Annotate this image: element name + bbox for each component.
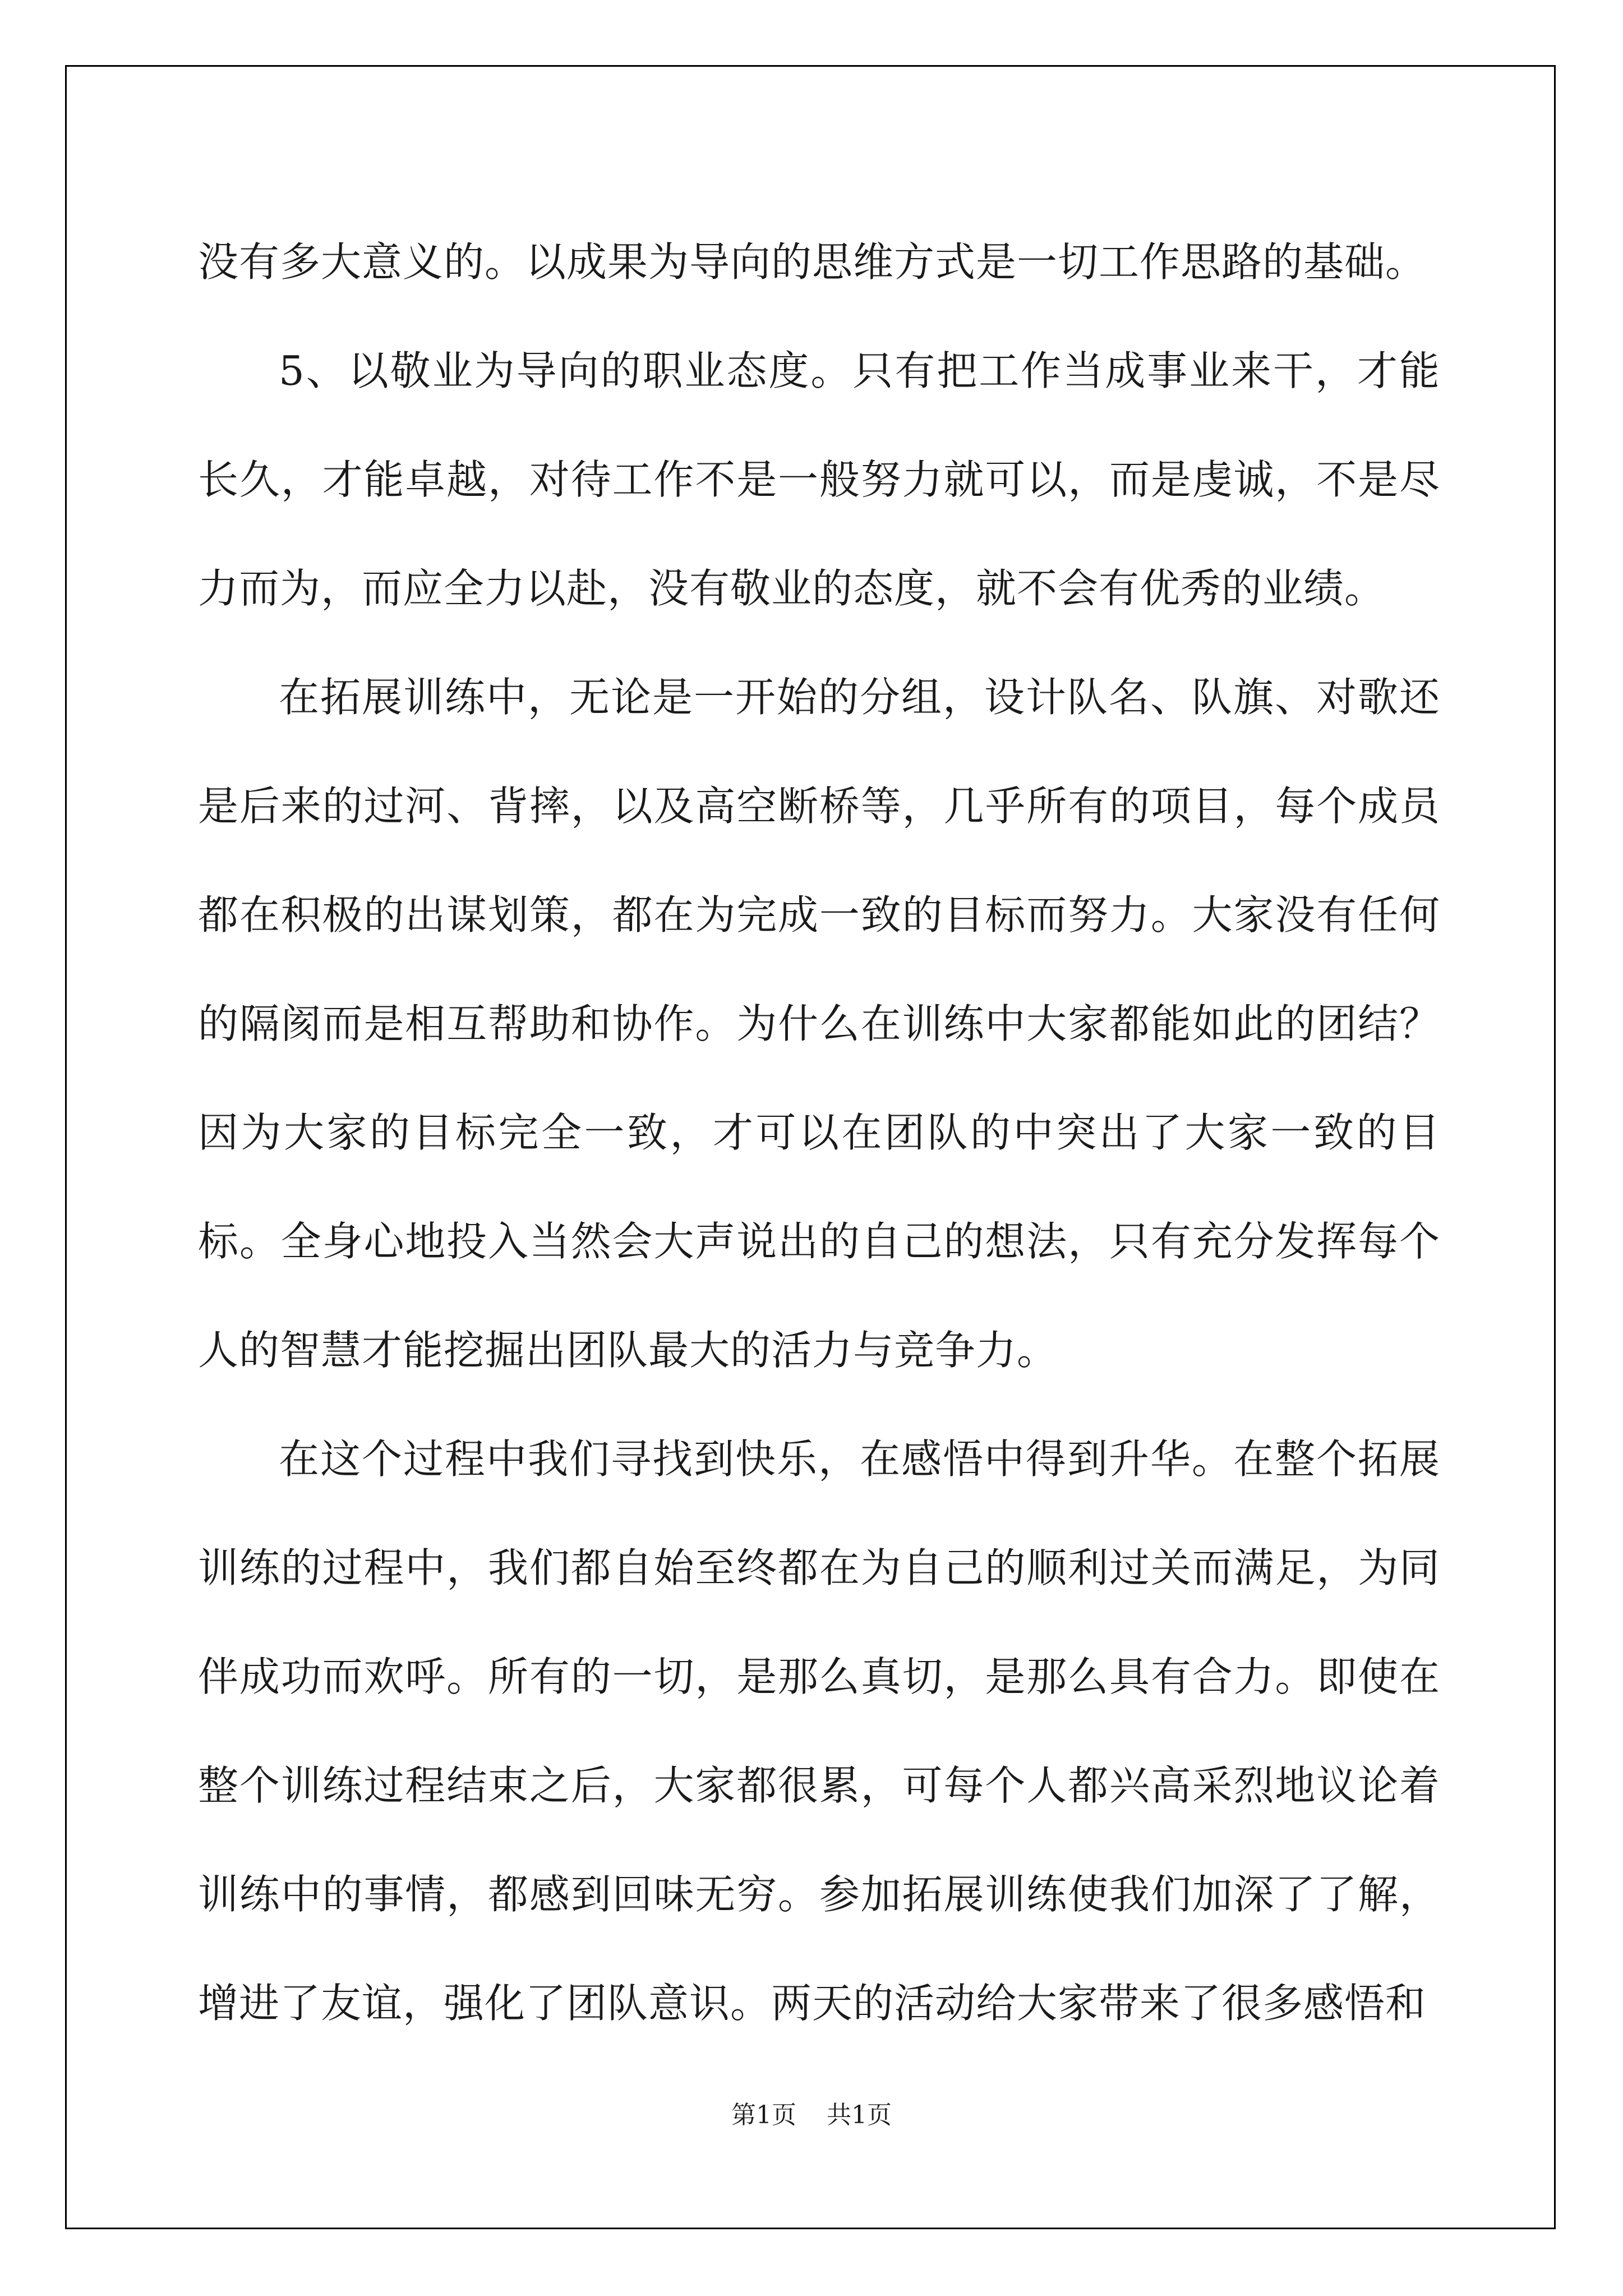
document-body xyxy=(198,208,1440,2058)
paragraph-4: 在这个过程中我们寻找到快乐，在感悟中得到升华。在整个拓展训练的过程中，我们都自始至终都在为自己的顺利过关而满足，为同伴成功而欢呼。所有的一切，是那么真切，是那么具有合力。即使在整个训练过程结束之后，大家都很累，可每个人都兴高采烈地议论着训练中的事情，都感到回味无穷。参加拓展训练使我们加深了了解，增进了友谊，强化了团队意识。两天的活动给大家带来了很多感悟和 xyxy=(198,1435,1440,2027)
paragraph-3: 在拓展训练中，无论是一开始的分组，设计队名、队旗、对歌还是后来的过河、背摔，以及高空断桥等，几乎所有的项目，每个成员都在积极的出谋划策，都在为完成一致的目标而努力。大家没有任何的隔阂而是相互帮助和协作。为什么在训练中大家都能如此的团结？因为大家的目标完全一致，才可以在团队的中突出了大家一致的目标。全身心地投入当然会大声说出的自己的想法，只有充分发挥每个人的智慧才能挖掘出团队最大的活力与竞争力。 xyxy=(198,674,1440,1374)
paragraph-2: 5、以敬业为导向的职业态度。只有把工作当成事业来干，才能长久，才能卓越，对待工作不是一般努力就可以，而是虔诚，不是尽力而为，而应全力以赴，没有敬业的态度，就不会有优秀的业绩。 xyxy=(198,347,1440,612)
page-number: 第1页 xyxy=(731,2101,796,2129)
page-footer xyxy=(0,2095,1623,2131)
paragraph-1: 没有多大意义的。以成果为导向的思维方式是一切工作思路的基础。 xyxy=(198,238,1427,286)
page-total: 共1页 xyxy=(827,2101,892,2129)
